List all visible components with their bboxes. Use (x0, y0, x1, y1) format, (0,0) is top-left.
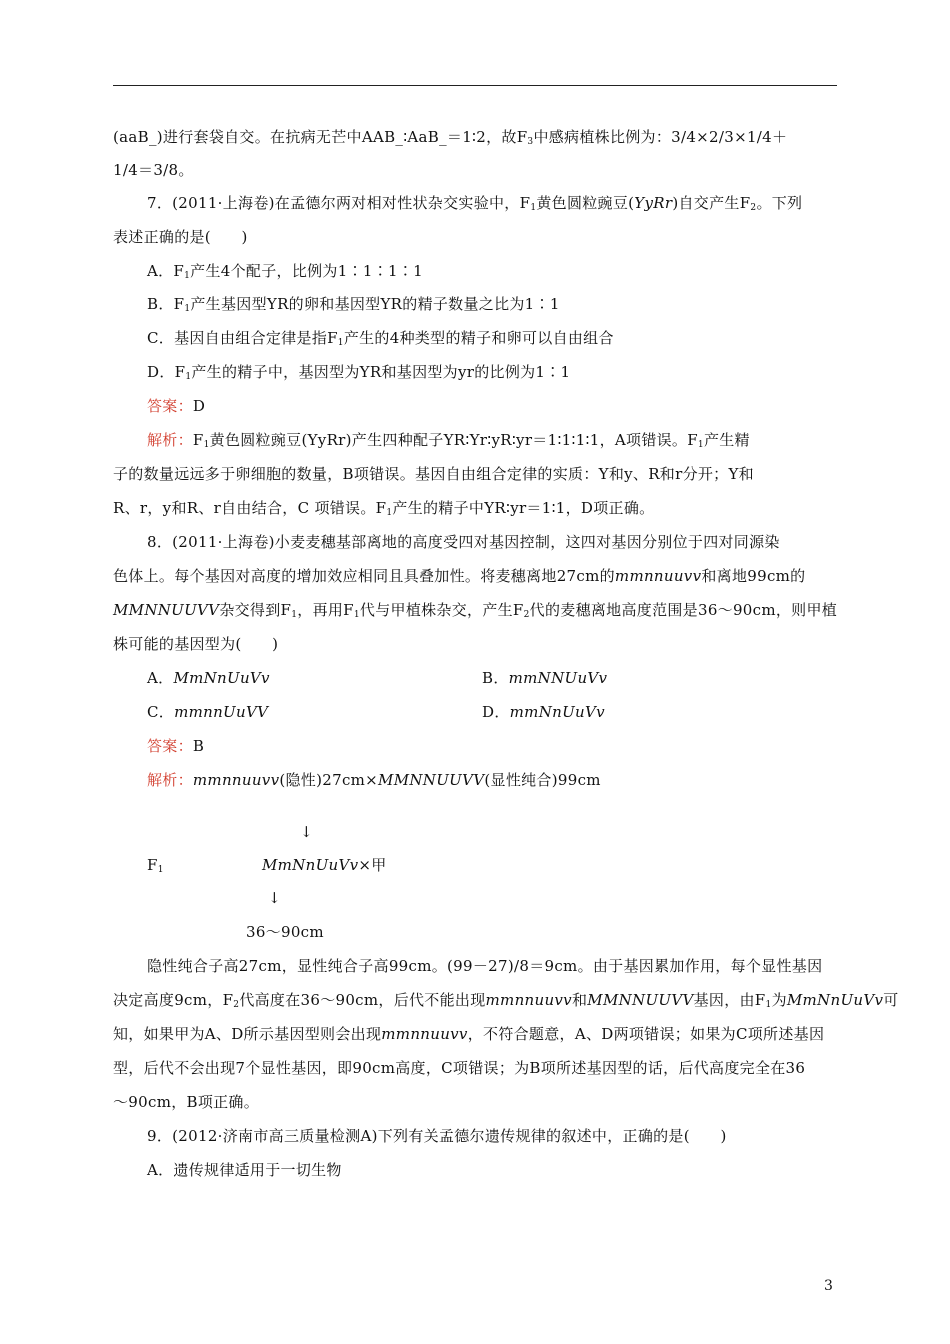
option-a: A．MmNnUuVv (147, 669, 270, 687)
text-line: ～90cm，B项正确。 (113, 1093, 260, 1111)
option-c: C．基因自由组合定律是指$F_1$产生的4种类型的精子和卵可以自由组合 (147, 329, 614, 348)
text-line: 型，后代不会出现7个显性基因，即90cm高度，C项错误；为B项所述基因型的话，后代高度完全在36 (113, 1059, 806, 1077)
answer: 答案：B (147, 737, 205, 755)
option-b: B．$F_1$产生基因型YR的卵和基因型YR的精子数量之比为1∶1 (147, 295, 560, 314)
option-a: A．$F_1$产生4个配子，比例为1∶1∶1∶1 (147, 262, 423, 281)
option-d: D．$F_1$产生的精子中，基因型为YR和基因型为yr的比例为1∶1 (147, 363, 571, 382)
height-range: 36～90cm (246, 923, 324, 941)
text-line: 知，如果甲为A、D所示基因型则会出现mmnnuuvv，不符合题意，A、D两项错误；如果为C项所述基因 (113, 1025, 825, 1043)
header-rule (113, 85, 837, 86)
text-line: 隐性纯合子高27cm，显性纯合子高99cm。(99－27)/8＝9cm。由于基因累加作用，每个显性基因 (147, 957, 823, 975)
option-c: C．mmnnUuVV (147, 703, 269, 721)
answer: 答案：D (147, 397, 206, 415)
f1-label: $F_1$ (147, 856, 164, 875)
text-line: 1/4＝3/8。 (113, 161, 194, 179)
question-9: 9．(2012·济南市高三质量检测A)下列有关孟德尔遗传规律的叙述中，正确的是( ) (147, 1127, 727, 1145)
text-line: 决定高度9cm，$F_2$代高度在36～90cm，后代不能出现mmnnuuvv和MMNNUUVV基因，由$F_1$为MmNnUuVv可 (113, 991, 899, 1010)
text-line: 株可能的基因型为( ) (113, 635, 279, 653)
down-arrow-icon: ↓ (300, 823, 313, 841)
question-8: 8．(2011·上海卷)小麦麦穗基部离地的高度受四对基因控制，这四对基因分别位于四对同源染 (147, 533, 780, 551)
text-line: MMNNUUVV杂交得到$F_1$，再用$F_1$代与甲植株杂交，产生$F_2$代的麦穗离地高度范围是36～90cm，则甲植 (113, 601, 838, 620)
option-b: B．mmNNUuVv (482, 669, 608, 687)
down-arrow-icon: ↓ (268, 889, 281, 907)
page-number: 3 (824, 1278, 833, 1294)
text-line: R、r，y和R、r自由结合，C 项错误。$F_1$产生的精子中YR∶yr＝1∶1，D项正确。 (113, 499, 655, 518)
text-line: 色体上。每个基因对高度的增加效应相同且具叠加性。将麦穗离地27cm的mmnnuuvv和离地99cm的 (113, 567, 806, 585)
text-line: 子的数量远远多于卵细胞的数量，B项错误。基因自由组合定律的实质：Y和y、R和r分开；Y和 (113, 465, 754, 483)
question-7: 7．(2011·上海卷)在孟德尔两对相对性状杂交实验中，$F_1$黄色圆粒豌豆(YyRr)自交产生$F_2$。下列 (147, 194, 803, 213)
option-d: D．mmNnUuVv (482, 703, 605, 721)
text-line: 表述正确的是( ) (113, 228, 248, 246)
text-line: (aaB_)进行套袋自交。在抗病无芒中AAB_∶AaB_＝1∶2，故$F_3$中感病植株比例为：3/4×2/3×1/4＋ (113, 128, 788, 147)
explanation: 解析：mmnnuuvv(隐性)27cm×MMNNUUVV(显性纯合)99cm (147, 771, 601, 789)
option-a: A．遗传规律适用于一切生物 (147, 1161, 342, 1179)
f1-cross: MmNnUuVv×甲 (262, 856, 387, 874)
explanation: 解析：$F_1$黄色圆粒豌豆(YyRr)产生四种配子YR∶Yr∶yR∶yr＝1∶1∶1∶1，A项错误。$F_1$产生精 (147, 431, 750, 450)
